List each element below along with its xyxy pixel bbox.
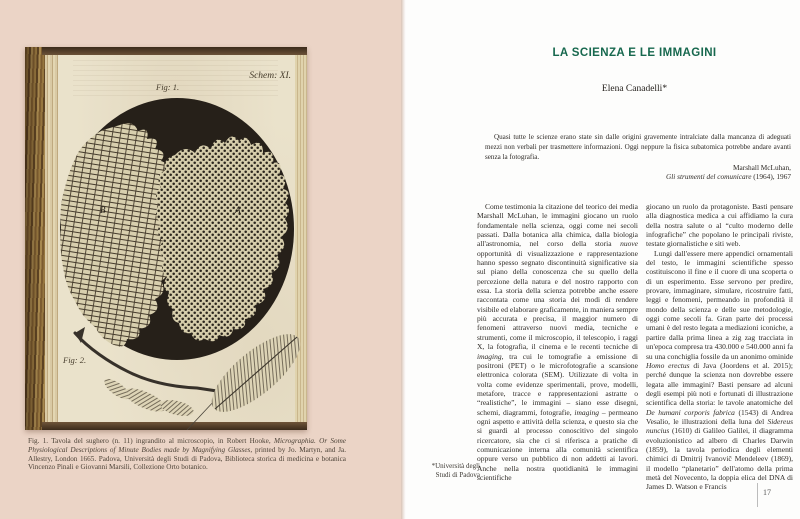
epigraph-quote: Quasi tutte le scienze erano state sin dalle origini gravemente intralciate dalla mancanza di adeguati mezzi non verbali per trasmettere informazioni. Oggi neppure la fisica subatomica potrebbe andare avanti senza la fotografia. — [485, 133, 791, 161]
author-affiliation-footnote — [404, 462, 480, 480]
affiliation-line1: *Università degli — [431, 462, 480, 470]
epigraph-attribution — [485, 163, 791, 182]
page-number: 17 — [763, 488, 771, 497]
page-number-rule — [757, 483, 758, 507]
epigraph-attribution-work: Gli strumenti del comunicare (1964), 1967 — [666, 172, 791, 182]
fig1-label: Fig: 1. — [156, 82, 180, 92]
affiliation-line2: Studi di Padova — [435, 471, 480, 479]
schem-plate-label: Schem: XI. — [249, 71, 291, 81]
cork-mass-a — [156, 136, 289, 341]
epigraph-attribution-name: Marshall McLuhan, — [733, 163, 791, 172]
mass-label-a: A — [235, 205, 241, 215]
article-author: Elena Canadelli* — [601, 84, 668, 94]
paragraph: Come testimonia la citazione del teorico dei media Marshall McLuhan, le immagini giocano un ruolo fondamentale nella scienza, oggi come nei secoli passati. Dalla botanica alla chimica, dalla biologia all'astronomia, nel corso della storia nuove opportunità di visualizzazione e rappresentazione hanno spesso segnato discontinuità significative sia sul piano della conoscenza che su quello della percezione della natura e del nostro rapporto con essa. La storia della scienza potrebbe anche essere raccontata come una storia dei modi di rendere visibile ed elaborare graficamente, in maniera sempre più accurata e precisa, il maggior numero di fenomeni attraverso nuovi media, tecniche e strumenti, come il microscopio, il telescopio, i raggi X, la fotografia, il cinema e le recenti tecniche di imaging, tra cui le tomografie a emissione di positroni (PET) o le microfotografie a scansione elettronica colorata (SEM). Utilizzate di volta in volta come evidenze sperimentali, prove, modelli, metafore, tracce e rappresentazioni astratte o “realistiche”, le immagini – siano esse disegni, schemi, diagrammi, fotografie, imaging – permeano ogni aspetto e attività della scienza, e questo sia che si guardi al processo conoscitivo del singolo ricercatore, sia che ci si riferisca a pratiche di comunicazione interna alla comunità scientifica oppure verso un pubblico di non addetti ai lavori. Anche nella nostra quotidianità le immagini scientifiche — [477, 202, 638, 482]
body-column-right — [646, 202, 793, 492]
cork-micrograph-engraving — [25, 47, 307, 430]
article-title: LA SCIENZA E LE IMMAGINI — [552, 47, 717, 59]
mass-label-b: B — [100, 205, 106, 215]
paragraph: Lungi dall'essere mere appendici ornamentali del testo, le immagini scientifiche spesso costituiscono il fine e il cuore di una scoperta o di un esperimento. Esse servono per predire, provare, immaginare, simulare, ricostruire fatti, leggi e fenomeni, permeando in profondità il mondo della scienza e delle sue metodologie, oggi come secoli fa. Gran parte dei processi umani è del resto legata a mediazioni iconiche, a partire dalla prima linea a zig zag tracciata in un'epoca compresa tra 430.000 e 540.000 anni fa su una conchiglia fossile da un anonimo ominide Homo erectus di Java (Joordens et al. 2015); perché dunque la scienza non dovrebbe essere legata alle immagini? Basti pensare ad alcuni degli esempi più noti e fortunati di illustrazione scientifica della storia: le tavole anatomiche del De humani corporis fabrica (1543) di Andrea Vesalio, le illustrazioni della luna del Sidereus nuncius (1610) di Galileo Galilei, il diagramma evoluzionistico ad albero di Charles Darwin (1859), la tavola periodica degli elementi chimici di Dmitrij Ivanovič Mendeleev (1869), il modello “planetario” dell'atomo della prima metà del Novecento, la doppia elica del DNA di James D. Watson e Francis — [646, 248, 793, 492]
figure-caption: Fig. 1. Tavola del sughero (n. 11) ingrandito al microscopio, in Robert Hooke, Micrographia. Or Some Physiological Descriptions of Minute Bodies made by Magnifying Glasses, printed by Jo. Martyn, and Ja. Allestry, London 1665. Padova, Università degli Studi di Padova, Biblioteca storica di medicina e botanica Vincenzo Pinali e Giovanni Marsili, Collezione Orto botanico. — [28, 437, 346, 472]
paragraph: giocano un ruolo da protagoniste. Basti pensare alla diagnostica medica a cui affidiamo la cura della nostra salute o al “culto moderno delle infografiche” che popolano le principali riviste, testate giornalistiche e siti web. — [646, 202, 793, 249]
body-column-left — [477, 202, 638, 482]
book-photograph — [25, 47, 307, 430]
fig2-label: Fig: 2. — [63, 355, 87, 365]
